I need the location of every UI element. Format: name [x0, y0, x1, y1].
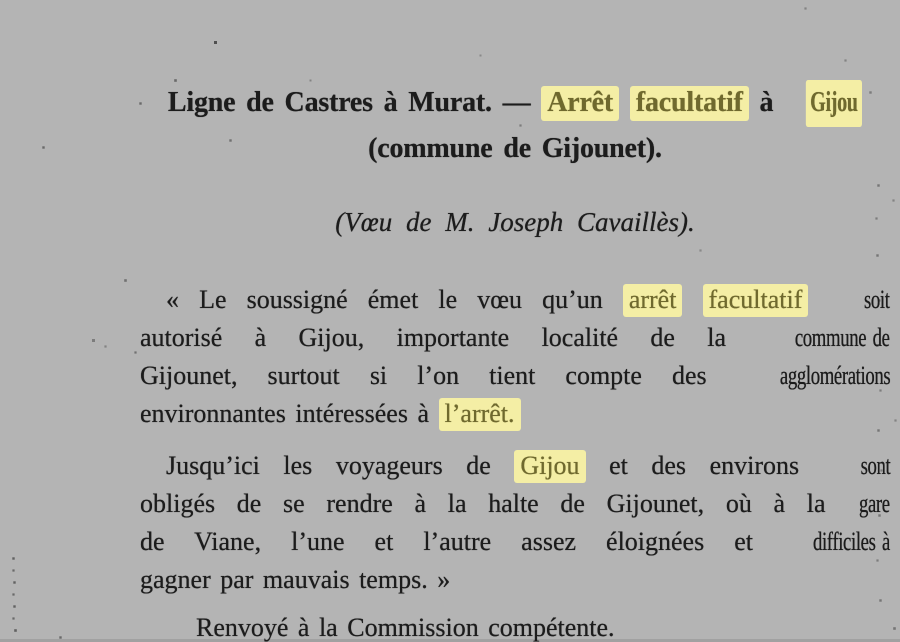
- text-segment: agglomérations: [779, 361, 890, 390]
- text-line: [140, 395, 890, 433]
- highlighted-text: facultatif: [630, 86, 749, 121]
- text-segment: de Viane, l’une et l’autre assez éloignées et: [140, 527, 784, 556]
- text-segment: Renvoyé à la Commission compétente.: [196, 613, 615, 642]
- text-segment: environnantes intéressées à: [140, 399, 439, 428]
- text-line: [140, 523, 890, 561]
- highlighted-text: l’arrêt.: [439, 398, 521, 431]
- text-line: [140, 609, 890, 642]
- highlighted-text: arrêt: [623, 284, 683, 317]
- text-segment: et des environs: [585, 451, 823, 480]
- text-segment: soit: [864, 285, 891, 314]
- text-segment: Ligne de Castres à Murat. —: [167, 87, 542, 118]
- text-block-p1: [140, 281, 890, 433]
- highlighted-text: Gijou: [514, 450, 585, 483]
- text-line: [140, 319, 890, 357]
- highlighted-text: facultatif: [703, 284, 809, 317]
- text-block-title: [140, 80, 890, 170]
- text-segment: [808, 285, 828, 314]
- text-segment: (commune de Gijounet).: [368, 133, 662, 164]
- text-block-p2: [140, 447, 890, 599]
- text-line: [140, 281, 890, 319]
- text-segment: gagner par mauvais temps. »: [140, 565, 451, 594]
- text-segment: obligés de se rendre à la halte de Gijounet, où à la: [140, 489, 848, 518]
- highlighted-text: Gijou: [806, 80, 862, 127]
- text-segment: commune de: [795, 323, 890, 352]
- text-line: [140, 561, 890, 599]
- text-line: [140, 447, 890, 485]
- text-segment: [619, 87, 630, 118]
- text-segment: [682, 285, 702, 314]
- text-segment: à: [748, 87, 785, 118]
- document-text: [140, 80, 890, 642]
- scan-speckles: [0, 0, 1, 1]
- text-line: [140, 80, 890, 127]
- text-segment: « Le soussigné émet le vœu qu’un: [166, 285, 623, 314]
- text-line: [140, 203, 890, 241]
- text-block-p3: [140, 609, 890, 642]
- text-line: [140, 357, 890, 395]
- text-segment: autorisé à Gijou, importante localité de la: [140, 323, 759, 352]
- highlighted-text: Arrêt: [541, 86, 619, 121]
- text-block-subtitle: [140, 203, 890, 241]
- text-segment: Gijounet, surtout si l’on tient compte des: [140, 361, 737, 390]
- text-line: [140, 127, 890, 170]
- text-segment: (Vœu de M. Joseph Cavaillès).: [335, 207, 695, 237]
- text-segment: Jusqu’ici les voyageurs de: [166, 451, 515, 480]
- text-segment: sont: [860, 451, 890, 480]
- text-segment: difficiles à: [812, 527, 890, 556]
- text-line: [140, 485, 890, 523]
- text-segment: gare: [859, 489, 890, 518]
